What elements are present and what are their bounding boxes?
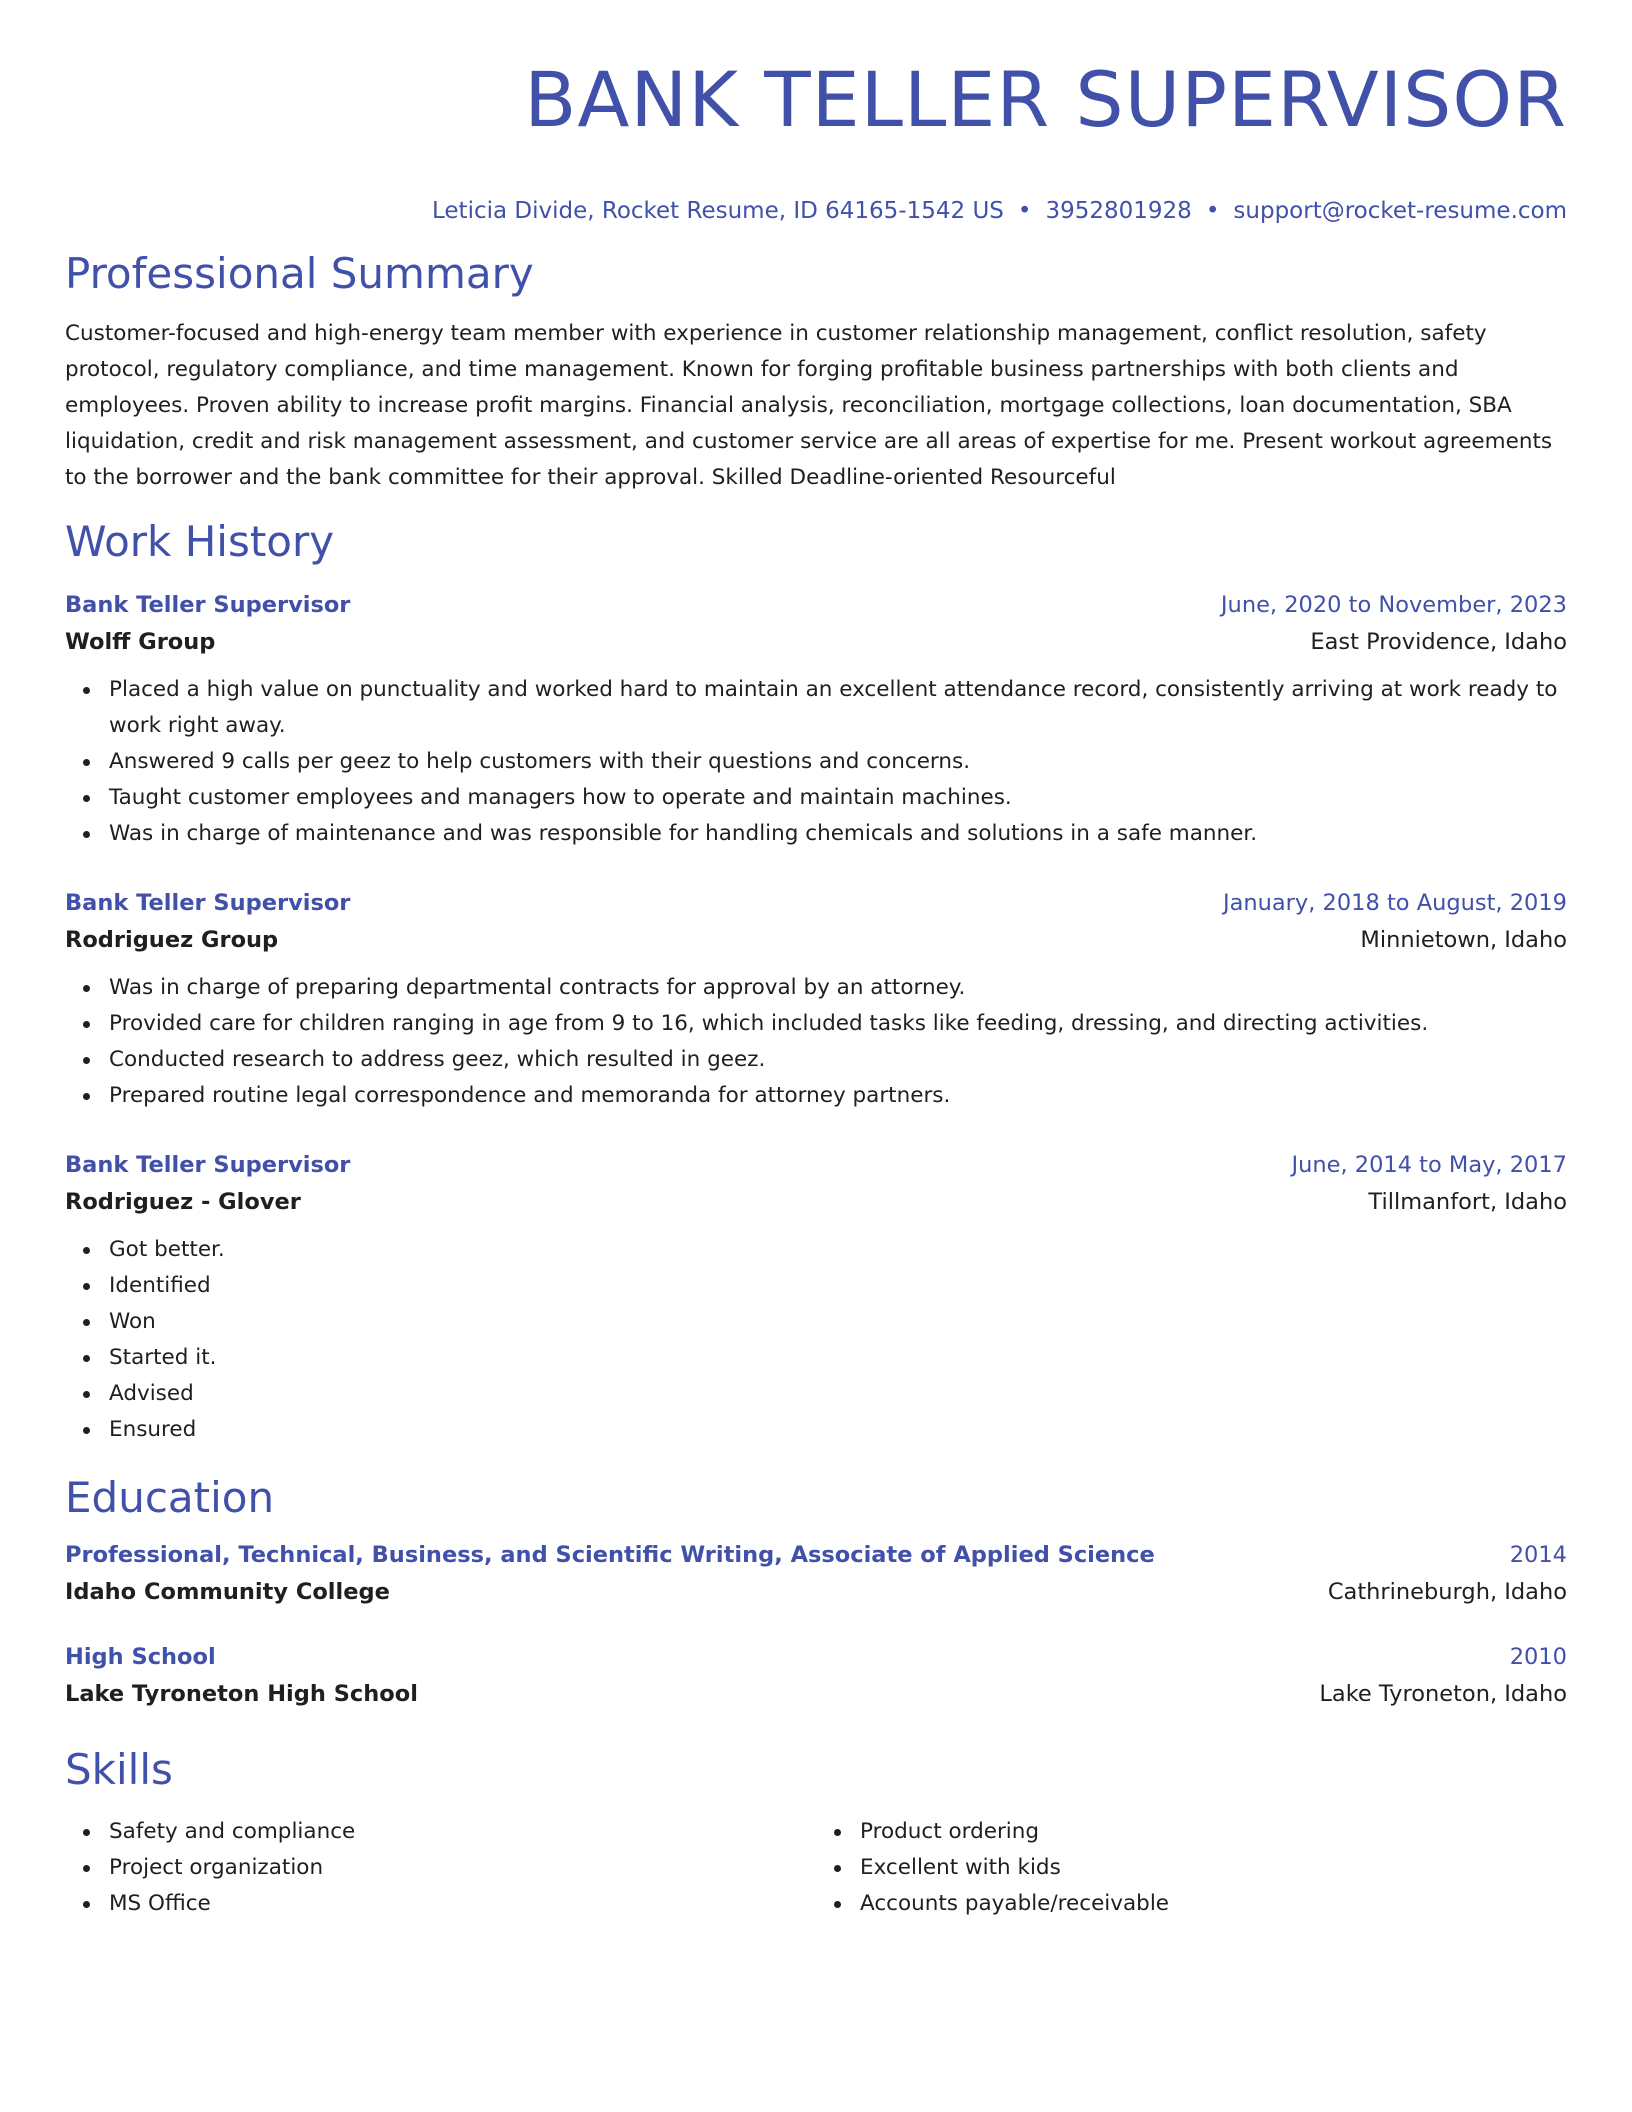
summary-heading: Professional Summary: [65, 249, 534, 298]
skill-item: Accounts payable/receivable: [860, 1886, 1567, 1922]
education-entry: [65, 1640, 1567, 1714]
job-company: Rodriguez - Glover: [65, 1189, 301, 1215]
job-entry: [65, 886, 1567, 1114]
skills-column-right: [816, 1804, 1567, 1922]
skills-column-left: [65, 1804, 816, 1922]
job-bullet: Advised: [109, 1376, 1567, 1412]
skill-item: Product ordering: [860, 1814, 1567, 1850]
job-bullets: [65, 672, 1567, 852]
job-bullet: Ensured: [109, 1412, 1567, 1448]
summary-text: Customer-focused and high-energy team member with experience in customer relationship management, conflict resolution, safety protocol, regulatory compliance, and time management. Known for forging profitable business partnerships with both clients and employees. Proven ability to increase profit margins. Financial analysis, reconciliation, mortgage collections, loan documentation, SBA liquidation, credit and risk management assessment, and customer service are all areas of expertise for me. Present workout agreements to the borrower and the bank committee for their approval. Skilled Deadline-oriented Resourceful: [65, 321, 1553, 490]
job-company: Rodriguez Group: [65, 927, 279, 953]
job-bullet: Answered 9 calls per geez to help customers with their questions and concerns.: [109, 744, 1567, 780]
job-dates: June, 2014 to May, 2017: [1291, 1152, 1567, 1178]
job-bullet: Placed a high value on punctuality and worked hard to maintain an excellent attendance record, consistently arriving at work ready to work right away.: [109, 672, 1567, 744]
education-degree: High School: [65, 1644, 216, 1670]
job-bullets: [65, 1232, 1567, 1448]
education-year: 2014: [1509, 1542, 1567, 1568]
job-bullet: Provided care for children ranging in age from 9 to 16, which included tasks like feeding, dressing, and directing activities.: [109, 1006, 1567, 1042]
skills-list: [816, 1814, 1567, 1922]
job-bullet: Started it.: [109, 1340, 1567, 1376]
education-location: Lake Tyroneton, Idaho: [1319, 1681, 1567, 1707]
job-bullets: [65, 970, 1567, 1114]
education-school: Lake Tyroneton High School: [65, 1681, 418, 1707]
job-location: Tillmanfort, Idaho: [1368, 1189, 1567, 1215]
job-location: East Providence, Idaho: [1310, 629, 1567, 655]
contact-email: support@rocket-resume.com: [1233, 198, 1567, 224]
contact-separator: •: [1205, 198, 1220, 224]
job-bullet: Was in charge of preparing departmental contracts for approval by an attorney.: [109, 970, 1567, 1006]
skill-item: MS Office: [109, 1886, 816, 1922]
contact-address: Leticia Divide, Rocket Resume, ID 64165-1542 US: [431, 198, 1004, 224]
education-school: Idaho Community College: [65, 1579, 390, 1605]
job-role: Bank Teller Supervisor: [65, 1152, 351, 1178]
education-year: 2010: [1509, 1644, 1567, 1670]
skills-list: [65, 1814, 816, 1922]
job-role: Bank Teller Supervisor: [65, 890, 351, 916]
job-dates: June, 2020 to November, 2023: [1220, 592, 1567, 618]
job-bullet: Taught customer employees and managers how to operate and maintain machines.: [109, 780, 1567, 816]
job-role: Bank Teller Supervisor: [65, 592, 351, 618]
job-bullet: Won: [109, 1304, 1567, 1340]
job-dates: January, 2018 to August, 2019: [1222, 890, 1567, 916]
education-degree: Professional, Technical, Business, and Scientific Writing, Associate of Applied Science: [65, 1542, 1155, 1568]
job-location: Minnietown, Idaho: [1360, 927, 1567, 953]
skills-heading: Skills: [65, 1745, 173, 1794]
education-heading: Education: [65, 1473, 275, 1522]
skill-item: Safety and compliance: [109, 1814, 816, 1850]
contact-phone: 3952801928: [1045, 198, 1192, 224]
job-bullet: Was in charge of maintenance and was responsible for handling chemicals and solutions in a safe manner.: [109, 816, 1567, 852]
job-bullet: Identified: [109, 1268, 1567, 1304]
job-entry: [65, 1148, 1567, 1448]
job-bullet: Conducted research to address geez, which resulted in geez.: [109, 1042, 1567, 1078]
contact-separator: •: [1017, 198, 1032, 224]
job-bullet: Got better.: [109, 1232, 1567, 1268]
skill-item: Excellent with kids: [860, 1850, 1567, 1886]
resume-title: BANK TELLER SUPERVISOR: [524, 55, 1567, 144]
skills-grid: [65, 1804, 1567, 1922]
contact-line: [65, 196, 1567, 226]
skill-item: Project organization: [109, 1850, 816, 1886]
job-entry: [65, 588, 1567, 852]
work-history-heading: Work History: [65, 517, 335, 566]
education-location: Cathrineburgh, Idaho: [1327, 1579, 1567, 1605]
education-entry: [65, 1538, 1567, 1612]
job-bullet: Prepared routine legal correspondence and memoranda for attorney partners.: [109, 1078, 1567, 1114]
job-company: Wolff Group: [65, 629, 216, 655]
